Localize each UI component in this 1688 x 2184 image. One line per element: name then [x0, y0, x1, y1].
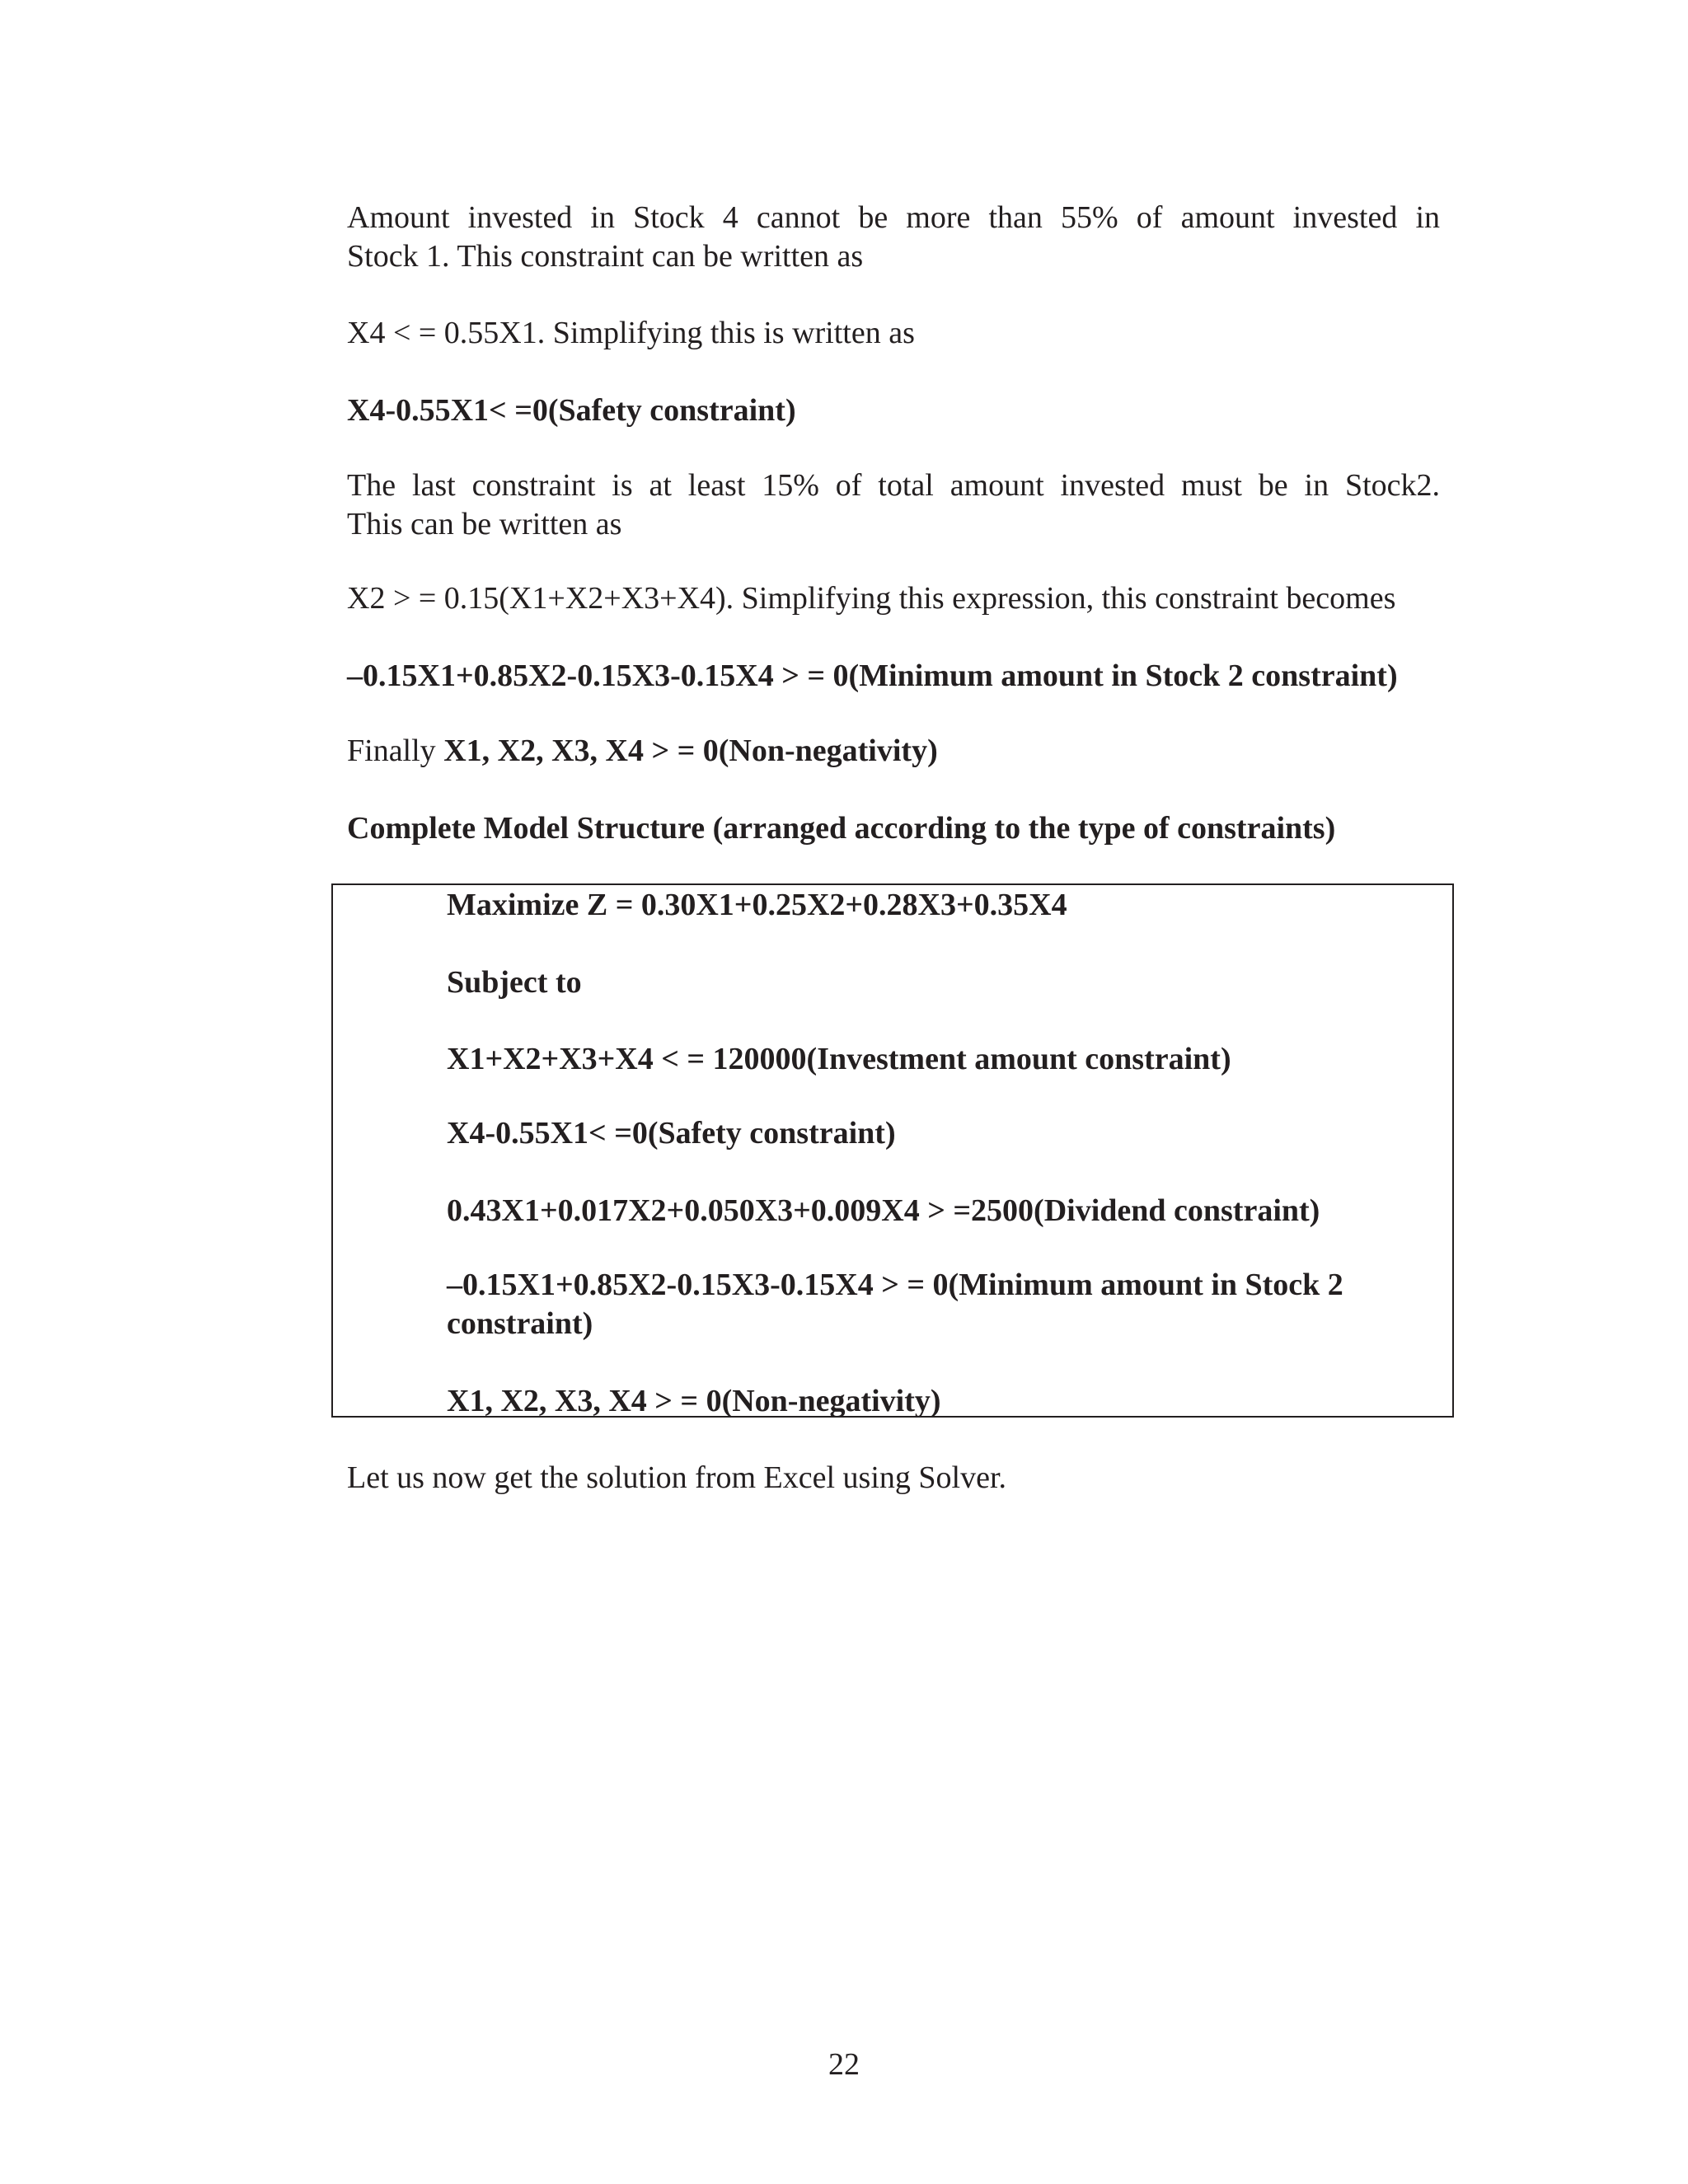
page-number: 22 — [828, 2047, 860, 2082]
non-negativity-equation: X1, X2, X3, X4 > = 0(Non-negativity) — [443, 733, 938, 768]
safety-constraint: X4-0.55X1< =0(Safety constraint) — [447, 1116, 896, 1151]
stock2-constraint-line: –0.15X1+0.85X2-0.15X3-0.15X4 > = 0(Minimum amount in Stock 2 — [447, 1268, 1343, 1302]
safety-constraint-equation: X4-0.55X1< =0(Safety constraint) — [347, 393, 796, 428]
non-negativity-constraint: X1, X2, X3, X4 > = 0(Non-negativity) — [447, 1384, 941, 1418]
paragraph-line: Stock 1. This constraint can be written as — [347, 239, 864, 274]
stock2-constraint-equation: –0.15X1+0.85X2-0.15X3-0.15X4 > = 0(Minimum amount in Stock 2 constraint) — [347, 658, 1398, 693]
section-heading: Complete Model Structure (arranged according to the type of constraints) — [347, 811, 1336, 846]
paragraph: X2 > = 0.15(X1+X2+X3+X4). Simplifying this expression, this constraint becomes — [347, 581, 1396, 616]
investment-constraint: X1+X2+X3+X4 < = 120000(Investment amount constraint) — [447, 1042, 1231, 1076]
dividend-constraint: 0.43X1+0.017X2+0.050X3+0.009X4 > =2500(Dividend constraint) — [447, 1193, 1320, 1228]
paragraph-prefix: Finally — [347, 733, 444, 768]
paragraph-line: This can be written as — [347, 507, 622, 541]
non-negativity-paragraph — [347, 732, 938, 771]
paragraph-line: The last constraint is at least 15% of total amount invested must be in Stock2. — [347, 468, 1440, 503]
stock2-constraint-line: constraint) — [447, 1306, 593, 1341]
closing-sentence: Let us now get the solution from Excel using Solver. — [347, 1460, 1007, 1495]
subject-to-label: Subject to — [447, 965, 582, 1000]
paragraph-line: Amount invested in Stock 4 cannot be more than 55% of amount invested in — [347, 200, 1440, 235]
objective-function: Maximize Z = 0.30X1+0.25X2+0.28X3+0.35X4 — [447, 888, 1067, 922]
paragraph: X4 < = 0.55X1. Simplifying this is written as — [347, 316, 915, 350]
